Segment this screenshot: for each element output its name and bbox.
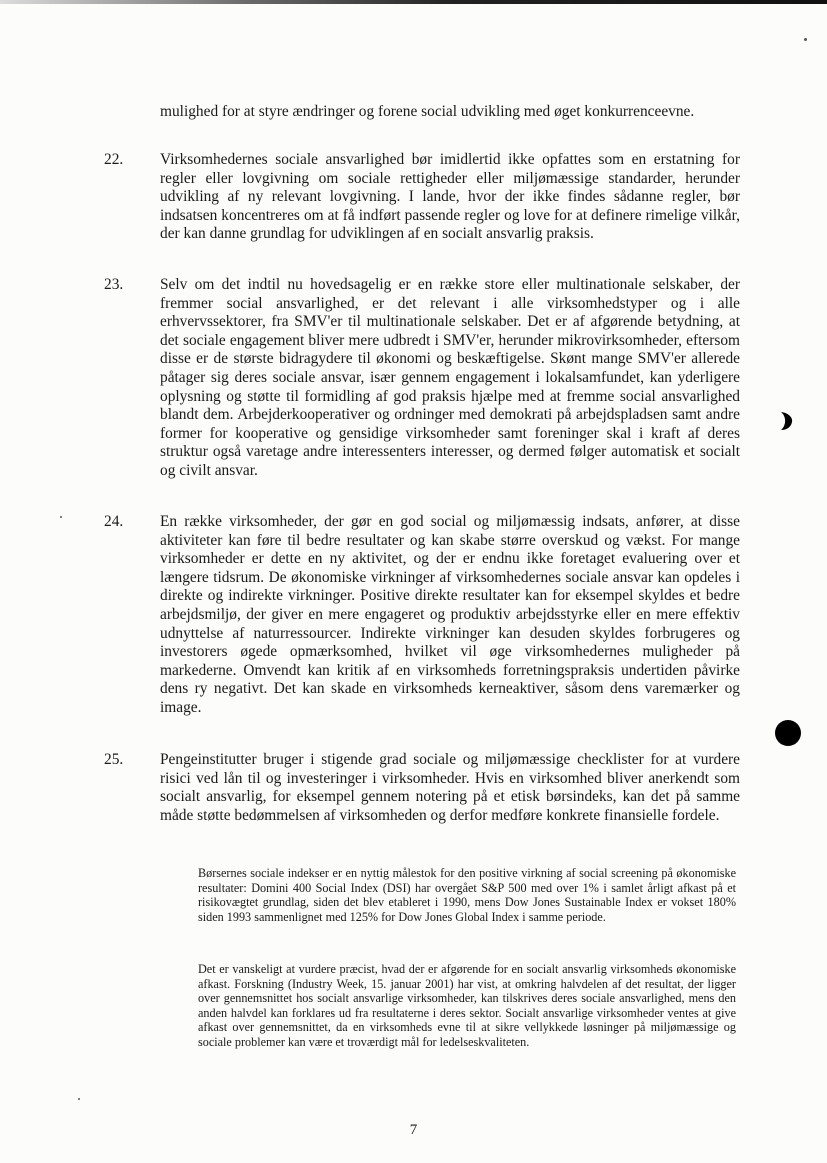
- punch-hole-mark: [779, 411, 793, 431]
- page-number: 7: [409, 1122, 418, 1138]
- note-box: Det er vanskeligt at vurdere præcist, hvad der er afgørende for en socialt ansvarlig virksomheds økonomiske afkast. Forskning (Industry Week, 15. januar 2001) har vist, at omkring halvdelen af det resultat, der ligger over gennemsnittet hos socialt ansvarlige virksomheder, kan tilskrives deres sociale ansvarlighed, mens den anden halvdel kan forklares ud fra resultaterne i deres sektor. Socialt ansvarlige virksomheder ventes at give afkast over gennemsnittet, da en virksomheds evne til at sikre vellykkede løsninger på miljømæssige og sociale problemer kan være et troværdigt mål for ledelseskvaliteten.: [198, 962, 736, 1049]
- paragraph-number: 24.: [104, 513, 124, 530]
- scan-speck: [78, 1098, 80, 1100]
- scan-speck: [804, 38, 807, 41]
- paragraph-text: Selv om det indtil nu hovedsagelig er en række store eller multinationale selskaber, der fremmer social ansvarlighed, er det relevant i alle virksomhedstyper og i alle erhvervssektorer, fra SMV'er til multinationale selskaber. Det er af afgørende betydning, at det sociale engagement bliver mere udbredt i SMV'er, herunder mikrovirksomheder, eftersom disse er de største bidragydere til økonomi og beskæftigelse. Skønt mange SMV'er allerede påtager sig deres sociale ansvar, især gennem engagement i lokalsamfundet, kan yderligere oplysning og støtte til formidling af god praksis hjælpe med at fremme social ansvarlighed blandt dem. Arbejderkooperativer og ordninger med demokrati på arbejdspladsen samt andre former for kooperative og gensidige virksomheder samt foreninger skal i kraft af deres struktur også varetage andre interessenters interesser, og dermed følger automatisk et socialt og civilt ansvar.: [160, 276, 740, 479]
- continuation-text: mulighed for at styre ændringer og forene social udvikling med øget konkurrenceevne.: [160, 103, 695, 120]
- paragraph-text: Virksomhedernes sociale ansvarlighed bør imidlertid ikke opfattes som en erstatning for regler eller lovgivning om sociale rettigheder eller miljømæssige standarder, herunder udvikling af ny relevant lovgivning. I lande, hvor der ikke findes sådanne regler, bør indsatsen koncentreres om at få indført passende regler og love for at definere rimelige vilkår, der kan danne grundlag for udviklingen af en socialt ansvarlig praksis.: [160, 151, 740, 243]
- punch-hole-mark: [775, 720, 801, 746]
- scan-top-edge: [0, 0, 827, 4]
- paragraph-number: 25.: [104, 751, 124, 768]
- scan-speck: [60, 516, 62, 518]
- paragraph-text: Pengeinstitutter bruger i stigende grad sociale og miljømæssige checklister for at vurdere risici ved lån til og investeringer i virksomheder. Hvis en virksomhed bliver anerkendt som socialt ansvarlig, for eksempel gennem notering på et etisk børsindeks, kan det på samme måde støtte bedømmelsen af virksomheden og derfor medføre konkrete finansielle fordele.: [160, 751, 740, 824]
- paragraph-text: En række virksomheder, der gør en god social og miljømæssig indsats, anfører, at disse aktiviteter kan føre til bedre resultater og kan skabe større overskud og vækst. For mange virksomheder er dette en ny aktivitet, og der er endnu ikke foretaget evaluering over et længere tidsrum. De økonomiske virkninger af virksomhedernes sociale ansvar kan opdeles i direkte og indirekte virkninger. Positive direkte resultater kan for eksempel skyldes et bedre arbejdsmiljø, der giver en mere engageret og produktiv arbejdsstyrke eller en mere effektiv udnyttelse af naturressourcer. Indirekte virkninger kan desuden skyldes forbrugeres og investorers øgede opmærksomhed, hvilket vil øge virksomhedernes muligheder på markederne. Omvendt kan kritik af en virksomheds forretningspraksis undertiden påvirke dens ry negativt. Det kan skade en virksomheds kerneaktiver, såsom dens varemærker og image.: [160, 513, 740, 716]
- paragraph-number: 23.: [104, 276, 124, 293]
- note-box: Børsernes sociale indekser er en nyttig målestok for den positive virkning af social screening på økonomiske resultater: Domini 400 Social Index (DSI) har overgået S&P 500 med over 1% i samlet årligt afkast på et risikovægtet grundlag, siden det blev etableret i 1990, mens Dow Jones Sustainable Index er vokset 180% siden 1993 sammenlignet med 125% for Dow Jones Global Index i samme periode.: [198, 866, 736, 924]
- paragraph-number: 22.: [104, 151, 124, 168]
